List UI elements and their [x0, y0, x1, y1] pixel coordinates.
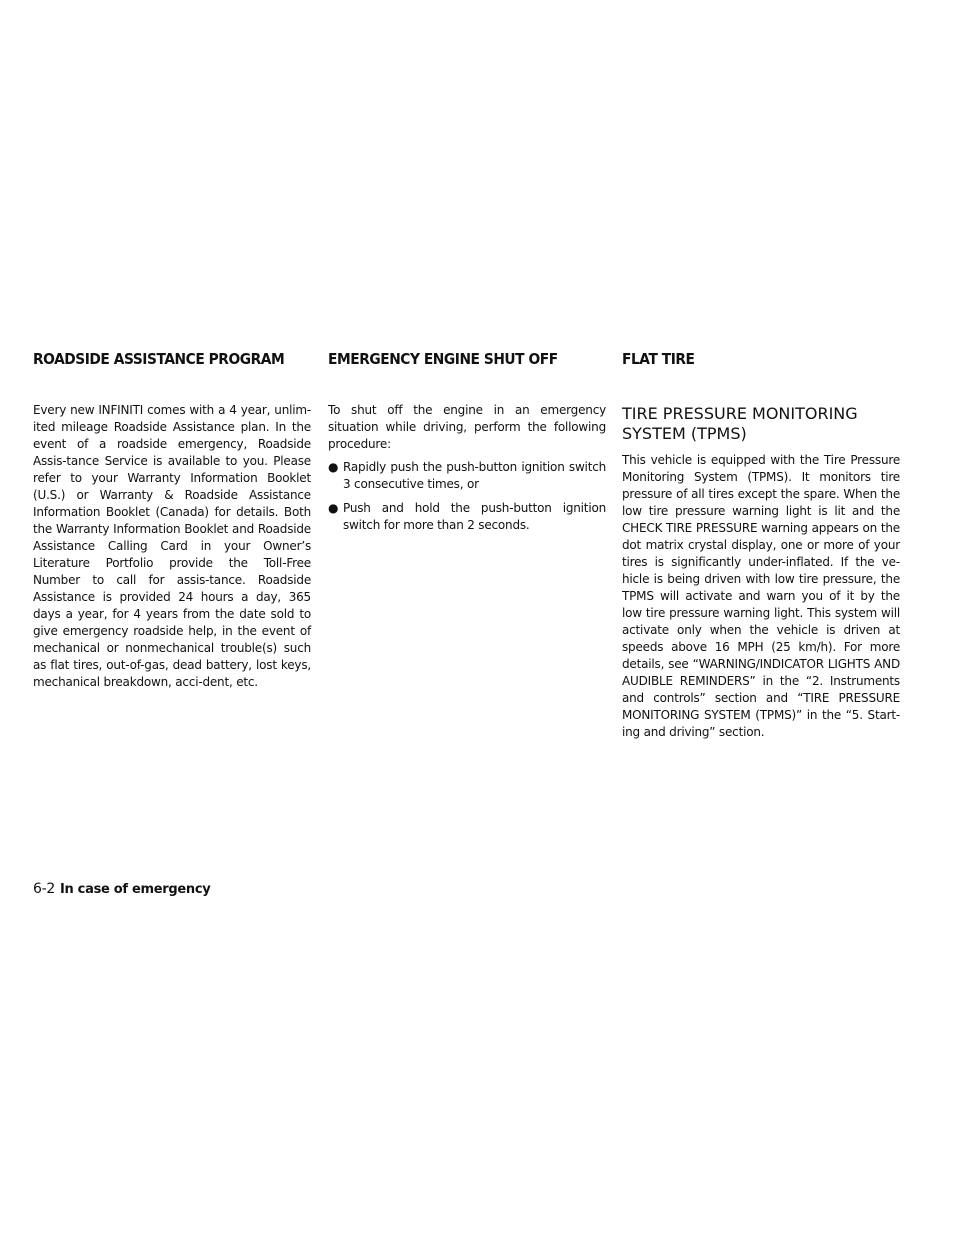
bullet-text: Push and hold the push-button ignition switch for more than 2 seconds. — [343, 501, 606, 532]
section-title-roadside-assistance: ROADSIDE ASSISTANCE PROGRAM — [33, 350, 285, 368]
shutoff-procedure-list — [328, 459, 606, 534]
roadside-column — [33, 402, 311, 691]
page-number: 6-2 — [33, 881, 55, 897]
tpms-subheading: TIRE PRESSURE MONITORING SYSTEM (TPMS) — [622, 404, 858, 443]
shutoff-intro-text: To shut off the engine in an emergency situation while driving, perform the following procedure: — [328, 403, 606, 451]
list-item — [328, 459, 606, 493]
bullet-icon: ● — [328, 501, 339, 515]
bullet-text: Rapidly push the push-button ignition switch 3 consecutive times, or — [343, 460, 606, 491]
shutoff-column — [328, 402, 606, 541]
chapter-title: In case of emergency — [59, 882, 211, 897]
page-footer — [33, 878, 210, 897]
section-title-emergency-engine-shut-off: EMERGENCY ENGINE SHUT OFF — [328, 350, 558, 368]
roadside-body-text: Every new INFINITI comes with a 4 year, unlim-ited mileage Roadside Assistance plan. In the event of a roadside emergency, Roadside Assis-tance Service is available to you. Please refer to your Warranty Information Booklet (U.S.) or Warranty & Roadside Assistance Information Booklet (Canada) for details. Both the Warranty Information Booklet and Roadside Assistance Calling Card in your Owner’s Literature Portfolio provide the Toll-Free Number to call for assis-tance. Roadside Assistance is provided 24 hours a day, 365 days a year, for 4 years from the date sold to give emergency roadside help, in the event of mechanical or nonmechanical trouble(s) such as flat tires, out-of-gas, dead battery, lost keys, mechanical breakdown, acci-dent, etc. — [33, 403, 311, 689]
section-title-flat-tire: FLAT TIRE — [622, 350, 695, 368]
bullet-icon: ● — [328, 460, 339, 474]
list-item — [328, 500, 606, 534]
flat-tire-column — [622, 404, 900, 741]
tpms-body-text: This vehicle is equipped with the Tire Pressure Monitoring System (TPMS). It monitors tire pressure of all tires except the spare. When the low tire pressure warning light is lit and the CHECK TIRE PRESSURE warning appears on the dot matrix crystal display, one or more of your tires is significantly under-inflated. If the ve-hicle is being driven with low tire pressure, the TPMS will activate and warn you of it by the low tire pressure warning light. This system will activate only when the vehicle is driven at speeds above 16 MPH (25 km/h). For more details, see “WARNING/INDICATOR LIGHTS AND AUDIBLE REMINDERS” in the “2. Instruments and controls” section and “TIRE PRESSURE MONITORING SYSTEM (TPMS)” in the “5. Start-ing and driving” section. — [622, 453, 900, 739]
